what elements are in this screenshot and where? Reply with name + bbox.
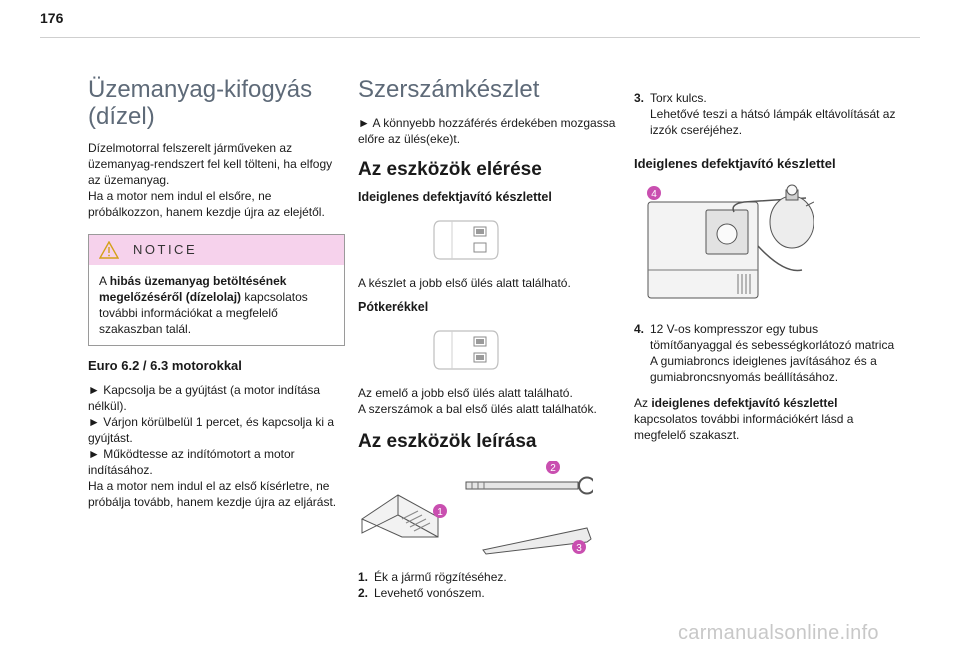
kit-heading: Ideiglenes defektjavító készlettel [358,190,552,204]
callout-1 [433,504,447,518]
kit-reference-a: Az [634,396,652,410]
svg-text:1: 1 [437,507,443,518]
notice-box [88,234,345,346]
toolkit-intro: ► A könnyebb hozzáférés érdekében mozgassa előre az ülés(eke)t. [358,116,616,146]
car-seat-diagram-kit [430,215,502,265]
spare-text-2: A szerszámok a bal első ülés alatt találhatók. [358,402,597,416]
description-heading: Az eszközök leírása [358,431,537,452]
column-toolkit [358,76,620,601]
tool-item-3-text2: Lehetővé teszi a hátsó lámpák eltávolítását az izzók cseréjéhez. [650,107,896,137]
tool-item-3-num: 3. [634,91,645,105]
spare-text-1: Az emelő a jobb első ülés alatt található. [358,386,573,400]
notice-header [89,235,344,265]
wheel-chock-icon [362,495,438,537]
kit-reference [634,395,896,443]
kit-reference-b: kapcsolatos további információkért lásd a megfelelő szakaszt. [634,412,854,442]
callout-4 [647,186,661,200]
column-kit-details [634,90,896,451]
tools-illustration [358,461,593,561]
compressor-illustration [634,184,814,309]
callout-2 [546,461,560,474]
callout-3 [572,540,586,554]
compressor-icon [648,202,758,298]
fuel-outage-intro2: Ha a motor nem indul el elsőre, ne próbálkozzon, hanem kezdje újra az elejétől. [88,189,325,219]
watermark[interactable]: carmanualsonline.info [678,622,879,644]
tool-item-2-text: Levehető vonószem. [374,586,485,600]
kit-reference-bold: ideiglenes defektjavító készlettel [651,396,838,410]
spare-heading: Pótkerékkel [358,300,429,314]
tool-item-2-num: 2. [358,586,369,600]
notice-text-a: A [99,274,110,288]
engine-heading: Euro 6.2 / 6.3 motorokkal [88,358,242,373]
tool-item-3 [634,90,896,138]
tool-item-1 [358,569,620,585]
step-3: ► Működtesse az indítómotort a motor indításához. [88,447,295,477]
notice-body [89,265,344,345]
step-2: ► Várjon körülbelül 1 percet, és kapcsolja ki a gyújtást. [88,415,334,445]
tool-item-4 [634,321,896,385]
page-number: 176 [40,10,64,26]
column-fuel-outage [88,76,346,510]
tool-item-4-num: 4. [634,322,645,336]
tool-item-4-text1: 12 V-os kompresszor egy tubus tömítőanyaggal és sebességkorlátozó matrica [650,322,895,352]
header-divider [40,37,920,38]
notice-text-b: kapcsolatos további információkat a megfelelő szakaszban talál. [99,290,308,336]
notice-label: NOTICE [133,242,198,257]
kit-heading-2: Ideiglenes defektjavító készlettel [634,156,836,171]
tool-item-4-text2: A gumiabroncs ideiglenes javításához és a gumiabroncsnyomás beállításához. [650,354,877,384]
tool-item-2 [358,585,620,601]
access-heading: Az eszközök elérése [358,159,542,180]
fuel-outage-intro: Dízelmotorral felszerelt járműveken az üzemanyag-rendszert fel kell tölteni, ha elfogy az üzemanyag. [88,141,333,187]
hose-icon [758,246,802,271]
notice-text-bold: hibás üzemanyag betöltésének megelőzéséről (dízelolaj) [99,274,287,304]
svg-text:4: 4 [651,189,657,200]
car-seat-diagram-spare [430,325,502,375]
svg-text:3: 3 [576,543,582,554]
tool-item-1-text: Ék a jármű rögzítéséhez. [374,570,507,584]
towing-eye-icon [466,478,593,494]
toolkit-title: Szerszámkészlet [358,76,540,103]
fuel-outage-title: Üzemanyag-kifogyás (dízel) [88,76,313,130]
tool-item-1-num: 1. [358,570,369,584]
svg-text:2: 2 [550,463,556,474]
step-1: ► Kapcsolja be a gyújtást (a motor indítása nélkül). [88,383,320,413]
tool-item-3-text1: Torx kulcs. [650,91,707,105]
kit-location-text: A készlet a jobb első ülés alatt található. [358,276,571,290]
step-4: Ha a motor nem indul el az első kísérletre, ne próbálja tovább, hanem kezdje újra az eljárást. [88,479,337,509]
warning-triangle-icon [99,241,119,259]
